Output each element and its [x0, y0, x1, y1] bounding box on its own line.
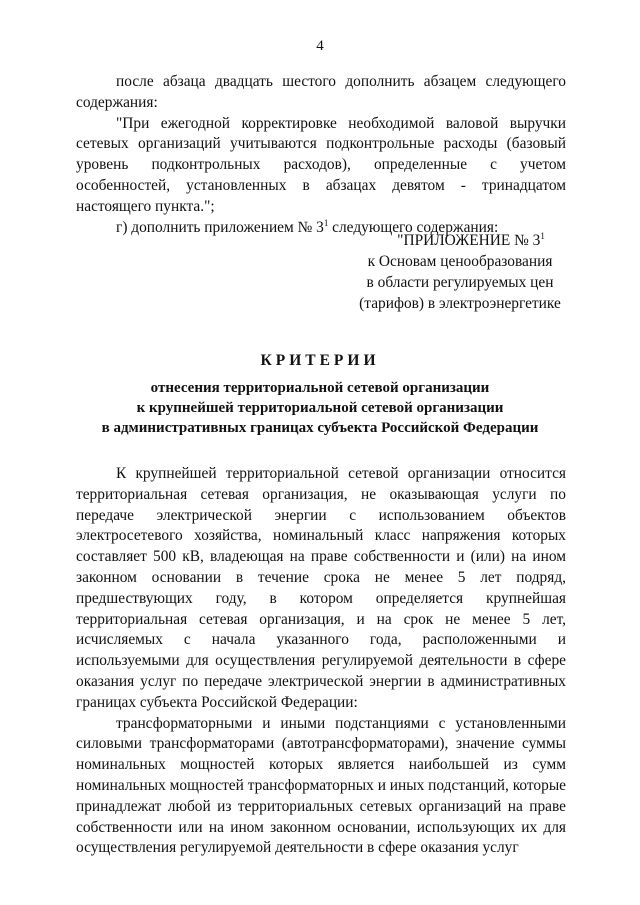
attachment-title — [340, 230, 580, 251]
attachment-line-3: (тарифов) в электроэнергетике — [359, 295, 561, 312]
document-heading: КРИТЕРИИ — [260, 352, 380, 369]
subheading-line-3: в административных границах субъекта Российской Федерации — [101, 420, 539, 436]
paragraph-amendment-quote: "При ежегодной корректировке необходимой валовой выручки сетевых организаций учитываются подконтрольные расходы (базовый уровень подконтрольных расходов), определенные с учетом особенностей, установленных в абзацах девятом - тринадцатом настоящего пункта."; — [76, 114, 566, 215]
amendment-text — [76, 72, 566, 238]
subheading-line-1: отнесения территориальной сетевой организации — [150, 380, 490, 396]
subheading-line-2: к крупнейшей территориальной сетевой организации — [136, 400, 504, 416]
add-attachment-superscript: 1 — [323, 217, 329, 228]
paragraph-criteria-main: К крупнейшей территориальной сетевой организации относится территориальная сетевая организация, не оказывающая услуги по передаче электрической энергии с использованием объектов электросетевого хозяйства, номинальный класс напряжения которых составляет 500 кВ, владеющая на праве собственности и (или) на ином законном основании в течение срока не менее 5 лет подряд, предшествующих году, в котором определяется крупнейшая территориальная сетевая организация, и на срок не менее 5 лет, исчисляемых с начала указанного года, расположенными и используемыми для осуществления регулируемой деятельности в сфере оказания услуг по передаче электрической энергии в административных границах субъекта Российской Федерации: — [76, 465, 566, 711]
add-attachment-text-after: следующего содержания: — [328, 218, 499, 236]
paragraph-amendment-intro: после абзаца двадцать шестого дополнить абзацем следующего содержания: — [76, 73, 566, 111]
document-subheading — [0, 378, 640, 438]
criteria-text — [76, 464, 566, 859]
page-number: 4 — [316, 38, 324, 54]
attachment-title-text: "ПРИЛОЖЕНИЕ № 3 — [397, 232, 541, 249]
attachment-title-superscript: 1 — [540, 231, 545, 241]
attachment-line-1: к Основам ценообразования — [367, 253, 553, 270]
add-attachment-text-before: г) дополнить приложением № 3 — [116, 218, 324, 236]
attachment-line-2: в области регулируемых цен — [366, 274, 554, 291]
attachment-header — [340, 230, 580, 314]
paragraph-criteria-substations: трансформаторными и иными подстанциями с установленными силовыми трансформаторами (автотрансформаторами), значение суммы номинальных мощностей которых является наибольшей из сумм номинальных мощностей трансформаторных и иных подстанций, которые принадлежат любой из территориальных сетевых организаций на праве собственности или на ином законном основании, использующих их для осуществления регулируемой деятельности в сфере оказания услуг — [76, 714, 566, 857]
